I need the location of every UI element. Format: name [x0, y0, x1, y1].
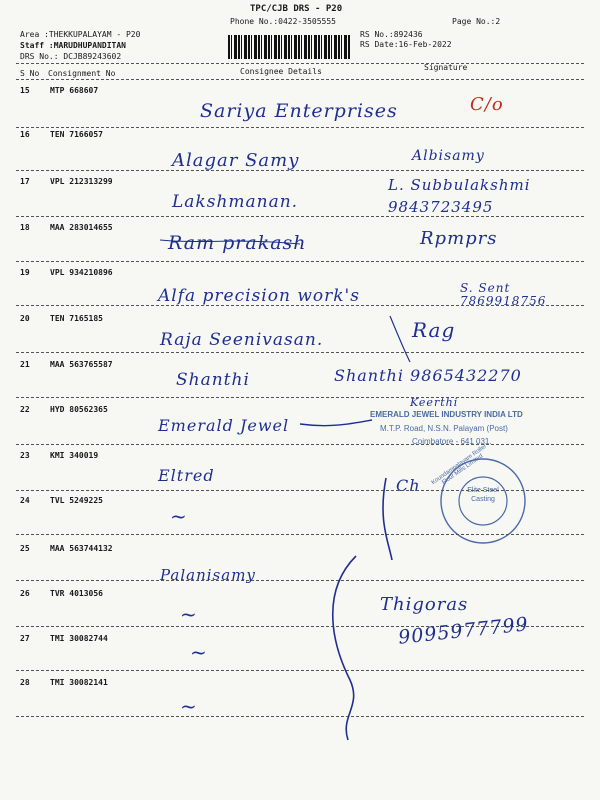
row-22-consignment: HYD 80562365 [50, 405, 108, 414]
rs-number: RS No.:892436 [360, 30, 423, 39]
row-26-consignee: ~ [180, 602, 198, 626]
row-21-consignee: Shanthi [176, 370, 250, 390]
row-16-signature: Albisamy [412, 148, 485, 164]
row-21-consignment: MAA 563765587 [50, 360, 113, 369]
row-21-signature: Shanthi 9865432270 [334, 366, 522, 385]
row-18-consignment: MAA 283014655 [50, 223, 113, 232]
stamp-line-1: EMERALD JEWEL INDUSTRY INDIA LTD [370, 410, 523, 419]
staff-label: Staff : [20, 41, 54, 50]
row-27-consignment: TMI 30082744 [50, 634, 108, 643]
row-19-signature: S. Sent 7869918756 [460, 281, 547, 308]
row-23-consignment: KMI 340019 [50, 451, 99, 460]
document-title: TPC/CJB DRS - P20 [250, 4, 343, 14]
row-25-consignment: MAA 563744132 [50, 544, 113, 553]
column-sno: S No [20, 69, 40, 78]
row-18-consignee: Ram prakash [168, 232, 307, 254]
row-20-signature: Rag [412, 318, 456, 342]
phone-number: Phone No.:0422-3505555 [230, 17, 336, 26]
row-15-sno: 15 [20, 86, 30, 95]
row-22-signature: Keerthi [410, 396, 459, 409]
row-17-consignee: Lakshmanan. [172, 192, 299, 212]
staff-name: MARUDHUPANDITAN [53, 41, 126, 50]
column-consignment: Consignment No [48, 69, 116, 78]
area-field: Area :THEKKUPALAYAM - P20 [20, 30, 141, 39]
row-26-consignment: TVR 4013056 [50, 589, 103, 598]
row-20-consignee: Raja Seenivasan. [160, 330, 324, 350]
stamp-line-3: Coimbatore - 641 031. [412, 437, 492, 446]
round-stamp-ring-text: Koundampalayam Roller Flour Mills Limited [430, 443, 488, 487]
row-21-sno: 21 [20, 360, 30, 369]
drs-number: DRS No.: DCJB89243602 [20, 52, 122, 61]
row-23-signature: Ch [396, 476, 421, 495]
row-18-signature: Rpmprs [420, 228, 498, 249]
row-22-consignee: Emerald Jewel [158, 416, 290, 435]
stamp-line-2: M.T.P. Road, N.S.N. Palayam (Post) [380, 424, 508, 433]
row-25-sno: 25 [20, 544, 30, 553]
row-15-signature: C/o [470, 94, 504, 115]
row-22-sno: 22 [20, 405, 30, 414]
page-number: Page No.:2 [452, 17, 501, 26]
row-26-sno: 26 [20, 589, 30, 598]
row-16-consignment: TEN 7166057 [50, 130, 103, 139]
row-28-consignment: TMI 30082141 [50, 678, 108, 687]
row-23-consignee: Eltred [158, 466, 215, 485]
row-15-consignment: MTP 668607 [50, 86, 99, 95]
row-24-sno: 24 [20, 496, 30, 505]
row-19-sno: 19 [20, 268, 30, 277]
row-28-sno: 28 [20, 678, 30, 687]
row-26-signature: Thigoras [380, 594, 469, 615]
row-19-consignee: Alfa precision work's [158, 286, 360, 306]
row-27-signature: 9095977799 [397, 613, 530, 649]
rs-date: RS Date:16-Feb-2022 [360, 40, 452, 49]
round-stamp-center-text: Elite Steel Casting [467, 487, 499, 503]
row-27-consignee: ~ [190, 640, 208, 664]
row-20-sno: 20 [20, 314, 30, 323]
row-18-sno: 18 [20, 223, 30, 232]
row-16-sno: 16 [20, 130, 30, 139]
row-25-consignee: Palanisamy [160, 566, 256, 584]
row-24-consignment: TVL 5249225 [50, 496, 103, 505]
row-27-sno: 27 [20, 634, 30, 643]
column-signature: Signature [424, 63, 468, 72]
row-17-signature: L. Subbulakshmi 9843723495 [388, 176, 531, 216]
row-17-sno: 17 [20, 177, 30, 186]
column-consignee: Consignee Details [240, 67, 322, 76]
row-23-sno: 23 [20, 451, 30, 460]
row-17-consignment: VPL 212313299 [50, 177, 113, 186]
row-24-consignee: ~ [170, 504, 188, 528]
row-19-consignment: VPL 934210896 [50, 268, 113, 277]
row-16-consignee: Alagar Samy [172, 150, 300, 171]
row-15-consignee: Sariya Enterprises [200, 100, 398, 122]
row-28-consignee: ~ [180, 694, 198, 718]
row-20-consignment: TEN 7165185 [50, 314, 103, 323]
